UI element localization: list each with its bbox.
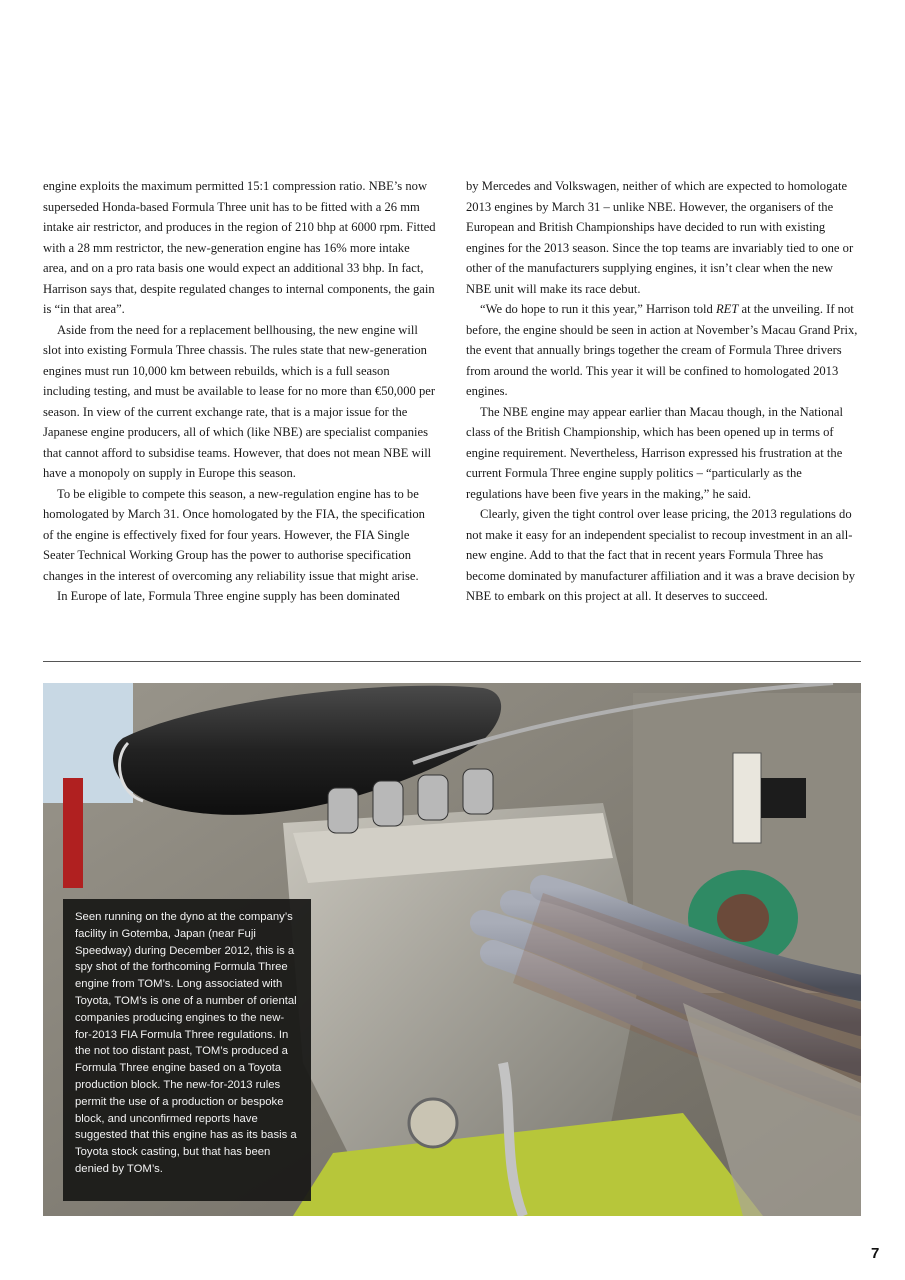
fire-extinguisher bbox=[63, 778, 83, 888]
switch-box bbox=[733, 753, 761, 843]
electronics-box bbox=[761, 778, 806, 818]
left-paragraph-4: In Europe of late, Formula Three engine supply has been dominated bbox=[57, 589, 400, 603]
engine-dyno-photo bbox=[43, 683, 861, 1216]
right-paragraph-2 bbox=[466, 299, 859, 402]
publication-name: RET bbox=[715, 302, 739, 316]
dyno-flange bbox=[717, 894, 769, 942]
section-divider bbox=[43, 661, 861, 662]
photo-caption: Seen running on the dyno at the company’s facility in Gotemba, Japan (near Fuji Speedway) during December 2012, this is a spy shot of the forthcoming Formula Three engine from TOM’s. Long associated with Toyota, TOM’s is one of a number of oriental companies producing engines to the new-for-2013 FIA Formula Three regulations. In the not too distant past, TOM’s produced a Formula Three engine based on a Toyota production block. The new-for-2013 rules permit the use of a production or bespoke block, and unconfirmed reports have suggested that this engine has as its basis a Toyota stock casting, but that has been denied by TOM’s. bbox=[63, 899, 311, 1201]
article-left-column bbox=[43, 176, 436, 607]
article-right-column bbox=[466, 176, 859, 607]
left-paragraph-3: To be eligible to compete this season, a new-regulation engine has to be homologated by March 31. Once homologated by the FIA, the specification of the engine is effectively fixed for four years. However, the FIA Single Seater Technical Working Group has the power to authorise specification changes in the interest of overcoming any reliability issue that might arise. bbox=[43, 486, 425, 583]
page-number: 7 bbox=[871, 1245, 880, 1262]
right-paragraph-4: Clearly, given the tight control over lease pricing, the 2013 regulations do not make it easy for an independent specialist to recoup investment in an all-new engine. Add to that the fact that in recent years Formula Three has become dominated by manufacturer affiliation and it was a brave decision by NBE to embark on this project at all. It deserves to succeed. bbox=[466, 507, 855, 603]
right-paragraph-1: by Mercedes and Volkswagen, neither of which are expected to homologate 2013 engines by March 31 – unlike NBE. However, the organisers of the European and British Championships have decided to run with existing engines for the 2013 season. Since the top teams are invariably tied to one or other of the manufacturers supplying engines, it isn’t clear when the new NBE unit will make its race debut. bbox=[466, 179, 854, 296]
left-paragraph-2: Aside from the need for a replacement bellhousing, the new engine will slot into existing Formula Three chassis. The rules state that new-generation engines must run 10,000 km between rebuilds, which is a full season including testing, and must be available to lease for no more than €50,000 per season. In view of the current exchange rate, that is a major issue for the Japanese engine producers, all of which (like NBE) are specialist companies that cannot afford to subsidise teams. However, that does not mean NBE will have a monopoly on supply in Europe this season. bbox=[43, 322, 436, 480]
right-paragraph-3: The NBE engine may appear earlier than Macau though, in the National class of the British Championship, which has been opened up in terms of engine requirement. Nevertheless, Harrison expressed his frustration at the current Formula Three engine supply politics – “particularly as the regulations have been five years in the making,” he said. bbox=[466, 404, 843, 501]
quote-continuation: at the unveiling. If not before, the engine should be seen in action at November’s Macau Grand Prix, the event that annually brings together the cream of Formula Three drivers from around the world. This year it will be confined to homologated 2013 engines. bbox=[466, 302, 858, 398]
pulley bbox=[409, 1099, 457, 1147]
quote-text: “We do hope to run it this year,” Harrison told bbox=[480, 302, 716, 316]
left-paragraph-1: engine exploits the maximum permitted 15:1 compression ratio. NBE’s now superseded Honda-based Formula Three unit has to be fitted with a 26 mm intake air restrictor, and produces in the region of 210 bhp at 6000 rpm. Fitted with a 28 mm restrictor, the new-generation engine has 16% more intake area, and on a pro rata basis one would expect an additional 33 bhp. In fact, Harrison says that, despite regulated changes to internal components, the gain is “in that area”. bbox=[43, 179, 436, 316]
